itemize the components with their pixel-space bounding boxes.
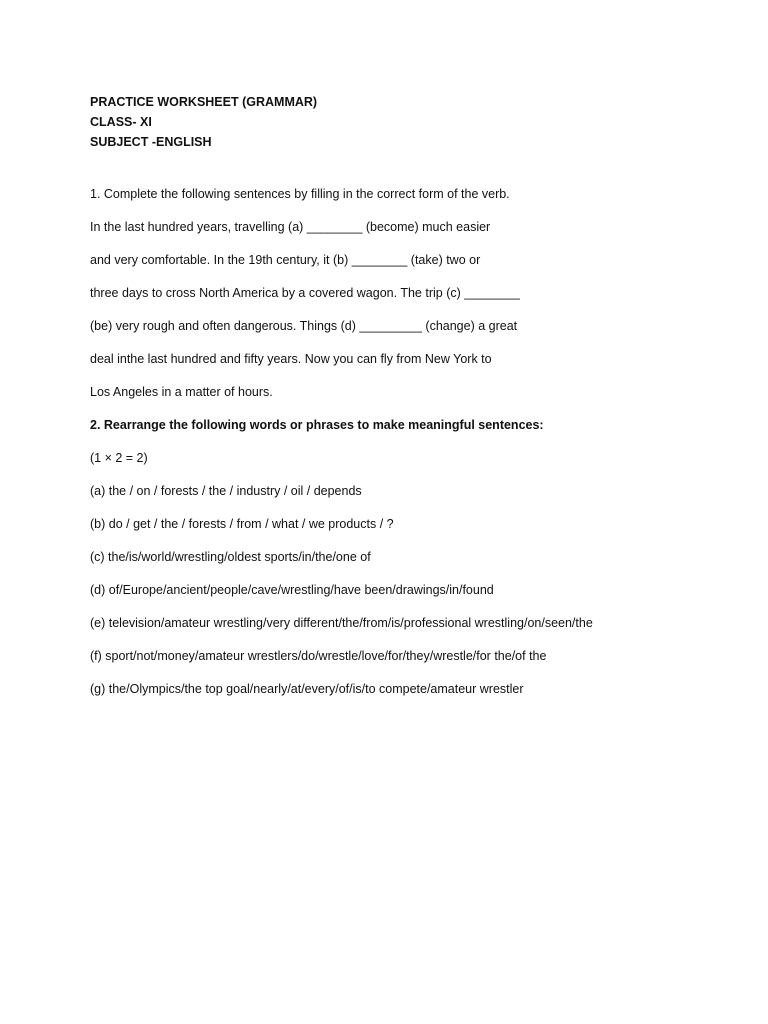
question-1-line: three days to cross North America by a covered wagon. The trip (c) ________ — [90, 286, 520, 300]
question-1-line: In the last hundred years, travelling (a) ________ (become) much easier — [90, 220, 491, 234]
worksheet-content — [90, 92, 730, 714]
question-2-item-b: (b) do / get / the / forests / from / what / we products / ? — [90, 517, 394, 531]
question-2-item-d: (d) of/Europe/ancient/people/cave/wrestling/have been/drawings/in/found — [90, 583, 494, 597]
question-1-line: Los Angeles in a matter of hours. — [90, 385, 273, 399]
question-2-item-c: (c) the/is/world/wrestling/oldest sports/in/the/one of — [90, 550, 371, 564]
question-2-marks: (1 × 2 = 2) — [90, 451, 148, 465]
spacer — [90, 152, 730, 186]
worksheet-title: PRACTICE WORKSHEET (GRAMMAR) — [90, 95, 318, 109]
question-1-line: and very comfortable. In the 19th century, it (b) ________ (take) two or — [90, 253, 481, 267]
question-2-item-e: (e) television/amateur wrestling/very different/the/from/is/professional wrestling/on/seen/the — [90, 616, 593, 630]
question-2-item-a: (a) the / on / forests / the / industry / oil / depends — [90, 484, 362, 498]
subject-label: SUBJECT -ENGLISH — [90, 135, 212, 149]
question-2-prompt: 2. Rearrange the following words or phrases to make meaningful sentences: — [90, 418, 544, 432]
question-1-line: (be) very rough and often dangerous. Things (d) _________ (change) a great — [90, 319, 518, 333]
class-label: CLASS- XI — [90, 115, 152, 129]
question-1-line: deal inthe last hundred and fifty years. Now you can fly from New York to — [90, 352, 492, 366]
question-2-item-f: (f) sport/not/money/amateur wrestlers/do/wrestle/love/for/they/wrestle/for the/of the — [90, 649, 547, 663]
question-2-item-g: (g) the/Olympics/the top goal/nearly/at/every/of/is/to compete/amateur wrestler — [90, 682, 524, 696]
question-1-prompt: 1. Complete the following sentences by filling in the correct form of the verb. — [90, 187, 510, 201]
